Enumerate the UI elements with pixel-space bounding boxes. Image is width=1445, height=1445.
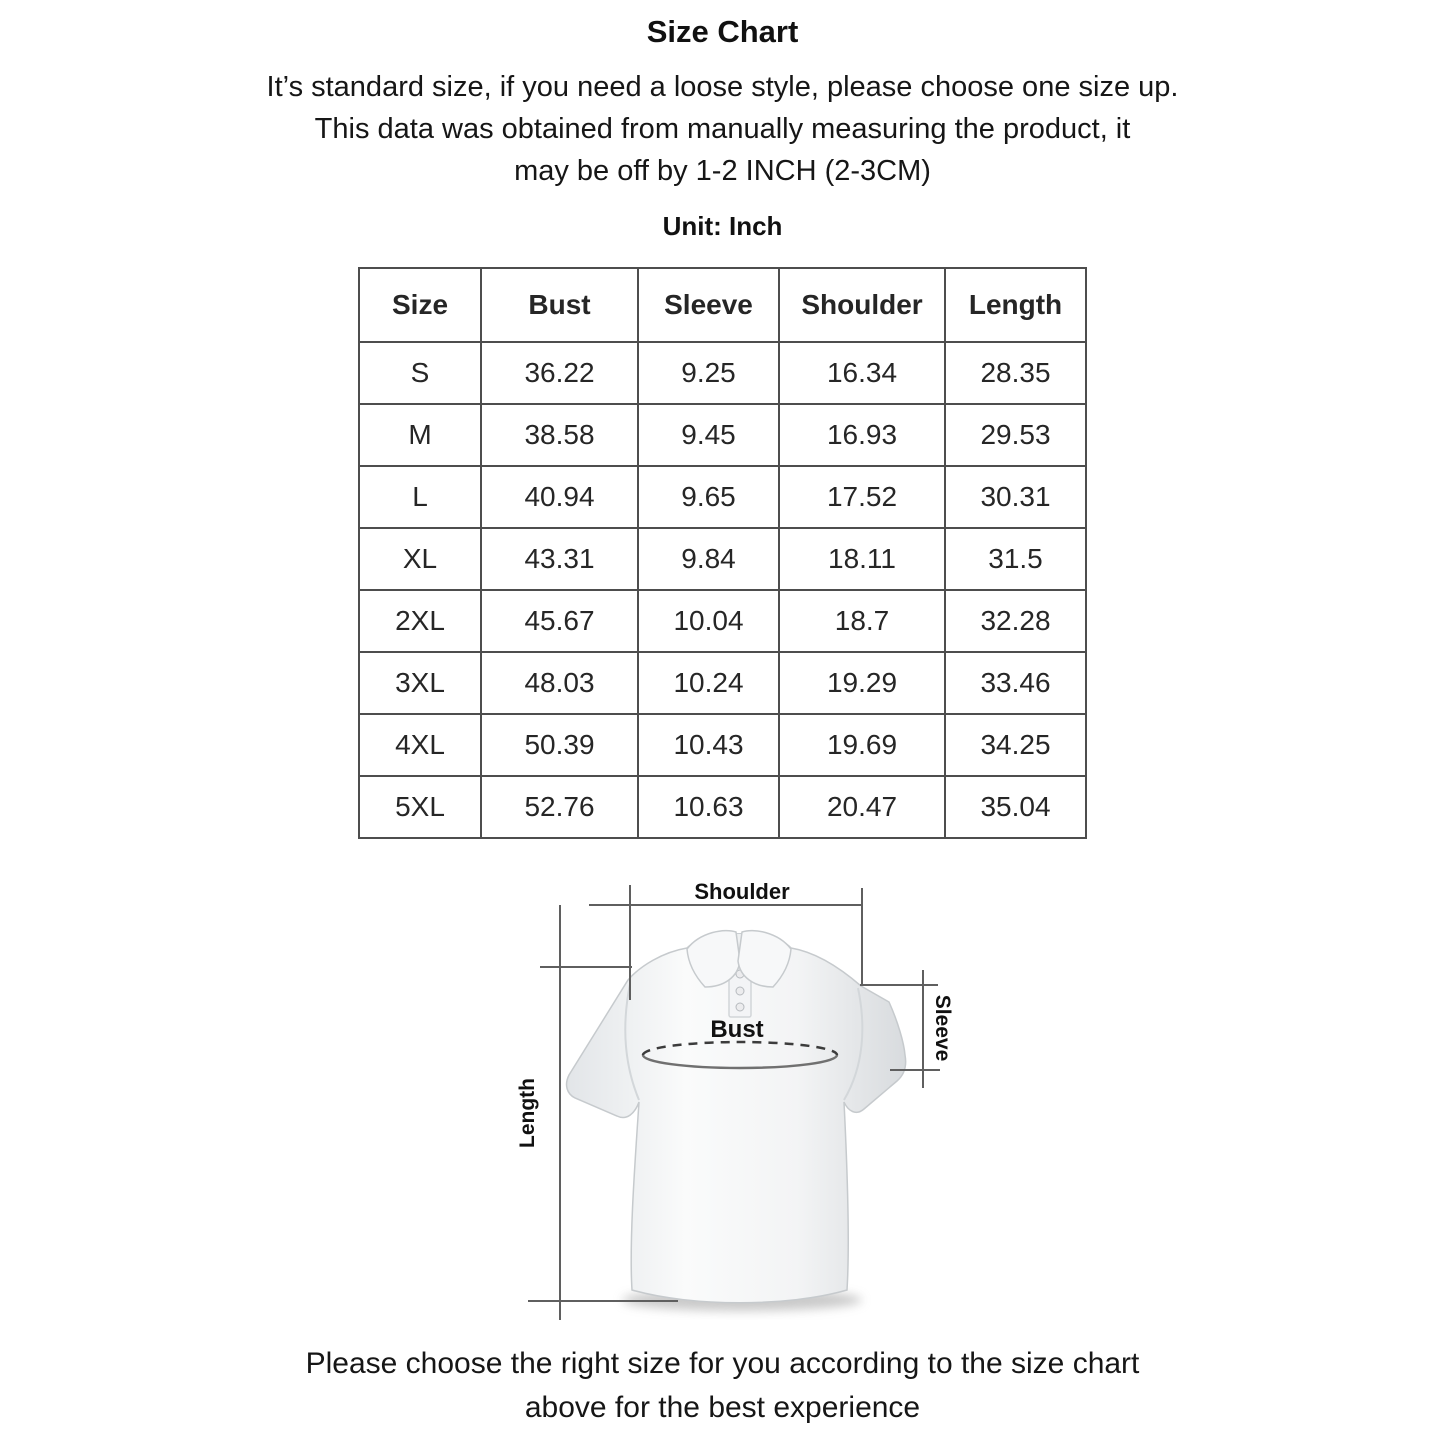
col-header-length: Length (945, 268, 1086, 342)
table-cell: 31.5 (945, 528, 1086, 590)
col-header-bust: Bust (481, 268, 638, 342)
col-header-sleeve: Sleeve (638, 268, 779, 342)
col-header-shoulder: Shoulder (779, 268, 945, 342)
table-cell: 18.7 (779, 590, 945, 652)
table-cell: 9.84 (638, 528, 779, 590)
table-cell: 48.03 (481, 652, 638, 714)
table-cell: 34.25 (945, 714, 1086, 776)
table-cell: 3XL (359, 652, 481, 714)
size-table (358, 267, 1087, 839)
table-cell: 4XL (359, 714, 481, 776)
table-cell: 16.34 (779, 342, 945, 404)
intro-line-3: may be off by 1-2 INCH (2-3CM) (514, 155, 931, 187)
footer-note (0, 1342, 1445, 1430)
table-cell: 35.04 (945, 776, 1086, 838)
table-cell: 16.93 (779, 404, 945, 466)
intro-line-2: This data was obtained from manually measuring the product, it (314, 113, 1131, 145)
polo-shirt-diagram (430, 858, 1030, 1338)
table-cell: XL (359, 528, 481, 590)
col-header-size: Size (359, 268, 481, 342)
table-cell: 30.31 (945, 466, 1086, 528)
table-cell: 9.65 (638, 466, 779, 528)
page-title: Size Chart (646, 14, 799, 49)
table-cell: 32.28 (945, 590, 1086, 652)
table-cell: 38.58 (481, 404, 638, 466)
table-row (359, 404, 1086, 466)
table-cell: 52.76 (481, 776, 638, 838)
sleeve-label: Sleeve (931, 994, 954, 1062)
table-row (359, 466, 1086, 528)
length-label: Length (516, 1078, 539, 1148)
table-cell: 9.25 (638, 342, 779, 404)
table-header-row (359, 268, 1086, 342)
table-cell: 10.24 (638, 652, 779, 714)
table-cell: 10.04 (638, 590, 779, 652)
table-row (359, 528, 1086, 590)
footer-line-1: Please choose the right size for you according to the size chart (305, 1347, 1140, 1380)
measurement-diagram (430, 858, 1030, 1338)
table-cell: 10.43 (638, 714, 779, 776)
button (736, 987, 744, 995)
bust-label: Bust (710, 1016, 764, 1043)
table-cell: 20.47 (779, 776, 945, 838)
table-row (359, 776, 1086, 838)
table-row (359, 714, 1086, 776)
intro-line-1: It’s standard size, if you need a loose style, please choose one size up. (266, 71, 1179, 103)
table-cell: 40.94 (481, 466, 638, 528)
table-row (359, 342, 1086, 404)
table-cell: 43.31 (481, 528, 638, 590)
table-cell: 33.46 (945, 652, 1086, 714)
footer-line-2: above for the best experience (524, 1391, 921, 1424)
table-row (359, 590, 1086, 652)
button (736, 1003, 744, 1011)
unit-label: Unit: Inch (662, 211, 783, 241)
table-cell: 5XL (359, 776, 481, 838)
shoulder-label: Shoulder (694, 879, 790, 904)
table-cell: 17.52 (779, 466, 945, 528)
table-cell: 2XL (359, 590, 481, 652)
table-cell: 19.69 (779, 714, 945, 776)
table-cell: 36.22 (481, 342, 638, 404)
table-cell: 10.63 (638, 776, 779, 838)
table-cell: S (359, 342, 481, 404)
intro-text (0, 66, 1445, 192)
table-row (359, 652, 1086, 714)
table-cell: 19.29 (779, 652, 945, 714)
table-cell: 45.67 (481, 590, 638, 652)
table-cell: 18.11 (779, 528, 945, 590)
table-cell: 29.53 (945, 404, 1086, 466)
table-cell: 28.35 (945, 342, 1086, 404)
table-cell: 50.39 (481, 714, 638, 776)
table-cell: M (359, 404, 481, 466)
table-cell: L (359, 466, 481, 528)
table-cell: 9.45 (638, 404, 779, 466)
